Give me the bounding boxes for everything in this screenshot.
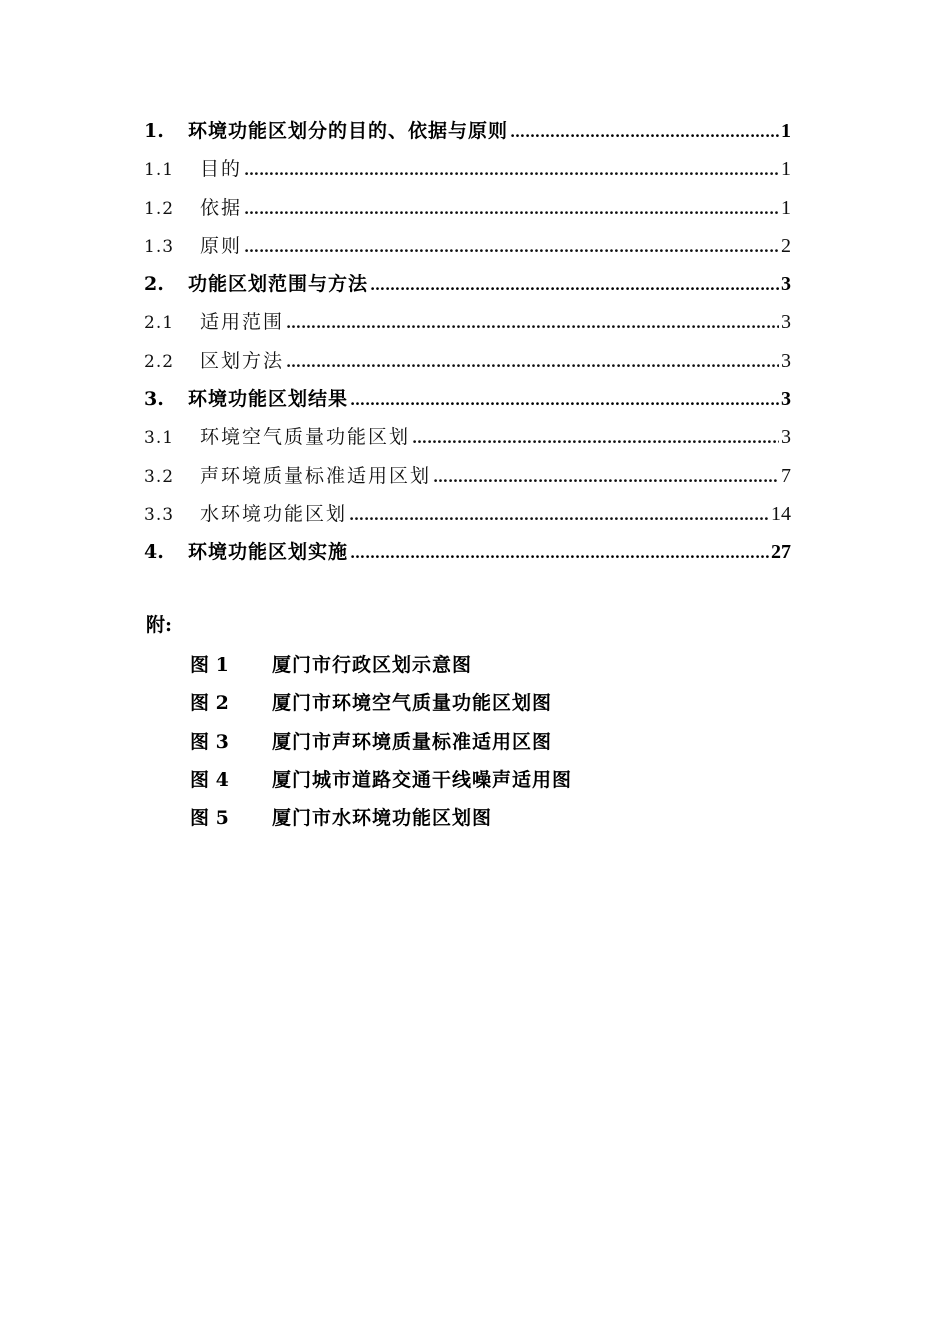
- toc-entry-page: 3: [781, 311, 791, 334]
- toc-entry-title: 环境功能区划分的目的、依据与原则: [188, 120, 509, 142]
- appendix-figure-item[interactable]: [190, 761, 572, 799]
- toc-entry-title: 适用范围: [200, 311, 285, 334]
- toc-entry-number: 3.3: [144, 504, 175, 525]
- toc-entry-page: 7: [781, 464, 791, 487]
- toc-entry-title: 环境功能区划实施: [188, 541, 349, 564]
- appendix-heading: 附:: [146, 614, 173, 636]
- toc-entry[interactable]: [144, 418, 791, 456]
- toc-entry-title: 功能区划范围与方法: [188, 273, 369, 296]
- toc-leader-dots: [349, 496, 769, 534]
- toc-entry[interactable]: [144, 457, 791, 495]
- toc-entry-number: 1.: [144, 120, 164, 142]
- toc-leader-dots: [286, 304, 779, 342]
- toc-leader-dots: [244, 190, 779, 228]
- toc-entry[interactable]: [144, 342, 791, 380]
- toc-leader-dots: [370, 266, 779, 304]
- toc-entry-page: 3: [781, 273, 791, 296]
- toc-entry-title: 区划方法: [200, 349, 285, 372]
- figure-label: 图 5: [190, 807, 229, 830]
- toc-entry-number: 3.: [144, 388, 164, 411]
- toc-entry-page: 3: [781, 426, 791, 449]
- toc-entry[interactable]: [144, 380, 791, 418]
- toc-entry[interactable]: [144, 533, 791, 571]
- toc-entry-page: 27: [771, 541, 791, 564]
- toc-entry-number: 1.3: [144, 236, 175, 257]
- figure-title: 厦门市环境空气质量功能区划图: [272, 692, 553, 715]
- figure-label: 图 2: [190, 692, 229, 715]
- toc-entry[interactable]: [144, 227, 791, 265]
- toc-leader-dots: [286, 343, 779, 381]
- figure-title: 厦门城市道路交通干线噪声适用图: [272, 768, 573, 791]
- figure-label: 图 4: [190, 768, 229, 791]
- toc-entry-title: 依据: [200, 196, 243, 219]
- toc-leader-dots: [412, 419, 779, 457]
- appendix-figure-item[interactable]: [190, 684, 572, 722]
- toc-leader-dots: [350, 381, 779, 419]
- toc-entry[interactable]: [144, 189, 791, 227]
- toc-leader-dots: [350, 534, 769, 572]
- appendix-figure-item[interactable]: [190, 723, 572, 761]
- toc-entry-page: 2: [781, 234, 791, 257]
- appendix-figure-item[interactable]: [190, 799, 572, 837]
- figure-title: 厦门市声环境质量标准适用区图: [272, 730, 553, 753]
- toc-entry-title: 原则: [200, 234, 243, 257]
- toc-entry-title: 水环境功能区划: [200, 502, 348, 525]
- toc-entry-title: 环境空气质量功能区划: [200, 426, 411, 449]
- figure-label: 图 1: [190, 654, 229, 676]
- appendix-figure-item[interactable]: [190, 646, 572, 684]
- toc-entry-number: 4.: [144, 541, 164, 564]
- toc-entry-page: 1: [781, 120, 791, 142]
- toc-leader-dots: [433, 458, 779, 496]
- toc-entry-title: 声环境质量标准适用区划: [200, 464, 432, 487]
- figure-title: 厦门市行政区划示意图: [272, 654, 473, 676]
- toc-entry-page: 14: [771, 502, 791, 525]
- toc-leader-dots: [244, 228, 779, 266]
- table-of-contents: [144, 112, 791, 572]
- toc-entry[interactable]: [144, 112, 791, 150]
- toc-leader-dots: [510, 113, 779, 151]
- toc-entry-title: 目的: [200, 158, 243, 181]
- toc-leader-dots: [244, 151, 779, 189]
- appendix-figure-list: [190, 646, 572, 837]
- toc-entry-page: 1: [781, 196, 791, 219]
- toc-entry-number: 1.1: [144, 160, 175, 181]
- toc-entry[interactable]: [144, 495, 791, 533]
- toc-entry-number: 3.2: [144, 466, 175, 487]
- figure-label: 图 3: [190, 730, 229, 753]
- toc-entry-number: 2.: [144, 273, 164, 296]
- toc-entry-number: 3.1: [144, 428, 175, 449]
- toc-entry-title: 环境功能区划结果: [188, 388, 349, 411]
- toc-entry[interactable]: [144, 303, 791, 341]
- toc-entry[interactable]: [144, 150, 791, 188]
- toc-entry-number: 1.2: [144, 198, 175, 219]
- toc-entry-page: 3: [781, 388, 791, 411]
- toc-entry[interactable]: [144, 265, 791, 303]
- figure-title: 厦门市水环境功能区划图: [272, 807, 493, 830]
- toc-entry-number: 2.1: [144, 313, 175, 334]
- toc-entry-number: 2.2: [144, 351, 175, 372]
- toc-entry-page: 3: [781, 349, 791, 372]
- toc-entry-page: 1: [781, 158, 791, 181]
